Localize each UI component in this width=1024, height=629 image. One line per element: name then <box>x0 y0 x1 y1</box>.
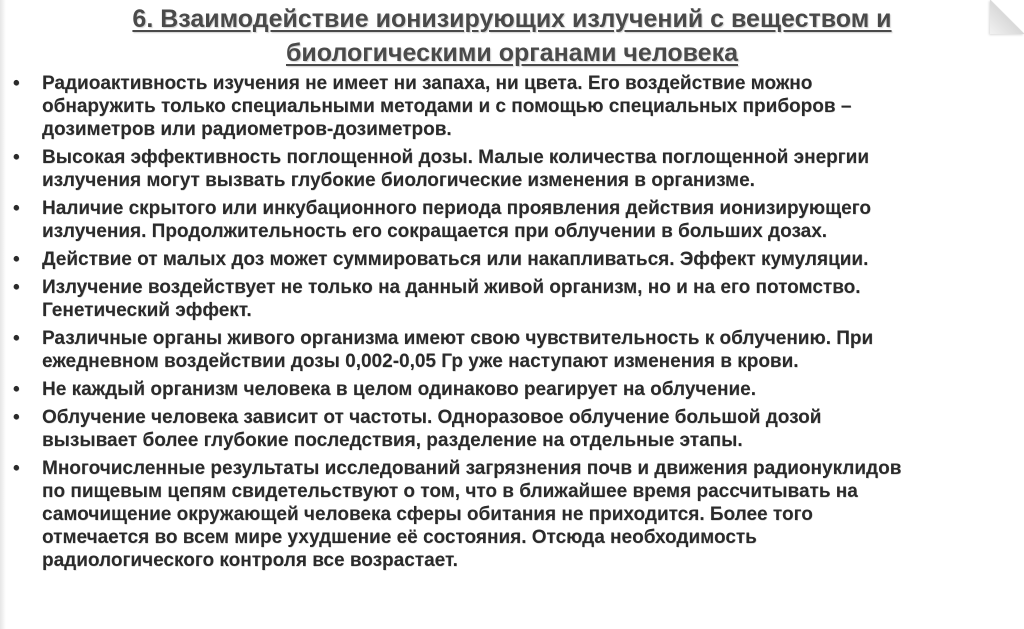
bullet-dot-icon: • <box>13 73 20 94</box>
bullet-item <box>10 248 1010 271</box>
slide-title-line-1: 6. Взаимодействие ионизирующих излучений с веществом и <box>132 5 892 33</box>
bullet-text-line: отмечается во всем мире ухудшение её состояния. Отсюда необходимость <box>42 527 757 548</box>
bullet-dot-icon: • <box>13 379 20 400</box>
bullet-text-line: Высокая эффективность поглощенной дозы. Малые количества поглощенной энергии <box>42 147 870 168</box>
bullet-text-line: по пищевым цепям свидетельствуют о том, что в ближайшее время рассчитывать на <box>42 481 858 502</box>
bullet-dot-icon: • <box>13 458 20 479</box>
bullet-text-line: Многочисленные результаты исследований загрязнения почв и движения радионуклидов <box>42 458 902 479</box>
bullet-text-line: Генетический эффект. <box>42 300 252 321</box>
bullet-text-line: излучения. Продолжительность его сокращается при облучении в больших дозах. <box>42 221 828 242</box>
bullet-text-line: дозиметров или радиометров-дозиметров. <box>42 119 452 140</box>
bullet-dot-icon: • <box>13 328 20 349</box>
bullet-text-line: Наличие скрытого или инкубационного периода проявления действия ионизирующего <box>42 198 871 219</box>
bullet-text-line: излучения могут вызвать глубокие биологические изменения в организме. <box>42 170 755 191</box>
slide-left-edge <box>0 0 6 629</box>
bullet-dot-icon: • <box>13 249 20 270</box>
bullet-text-line: радиологического контроля все возрастает. <box>42 550 458 571</box>
bullet-text-line: Действие от малых доз может суммироваться или накапливаться. Эффект кумуляции. <box>42 249 869 270</box>
bullet-dot-icon: • <box>13 147 20 168</box>
bullet-dot-icon: • <box>13 277 20 298</box>
bullet-item <box>10 327 1010 373</box>
bullet-text-line: обнаружить только специальными методами и с помощью специальных приборов – <box>42 96 852 117</box>
bullet-item <box>10 406 1010 452</box>
bullet-item <box>10 276 1010 322</box>
bullet-item <box>10 146 1010 192</box>
bullet-text-line: Излучение воздействует не только на данный живой организм, но и на его потомство. <box>42 277 861 298</box>
bullet-text-line: Облучение человека зависит от частоты. Одноразовое облучение большой дозой <box>42 407 822 428</box>
page-corner-fold-icon <box>990 0 1024 34</box>
bullet-text-line: Различные органы живого организма имеют свою чувствительность к облучению. При <box>42 328 874 349</box>
bullet-text-line: вызывает более глубокие последствия, разделение на отдельные этапы. <box>42 430 743 451</box>
bullet-text-line: Не каждый организм человека в целом одинаково реагирует на облучение. <box>42 379 757 400</box>
bullet-item <box>10 197 1010 243</box>
bullet-dot-icon: • <box>13 198 20 219</box>
slide-title <box>60 2 964 70</box>
bullet-item <box>10 457 1010 572</box>
bullet-item <box>10 72 1010 141</box>
bullet-item <box>10 378 1010 401</box>
bullet-text-line: самочищение окружающей человека сферы обитания не приходится. Более того <box>42 504 813 525</box>
bullet-text-line: Радиоактивность изучения не имеет ни запаха, ни цвета. Его воздействие можно <box>42 73 813 94</box>
bullet-list <box>10 72 1010 577</box>
slide-title-line-2: биологическими органами человека <box>285 39 738 67</box>
bullet-dot-icon: • <box>13 407 20 428</box>
bullet-text-line: ежедневном воздействии дозы 0,002-0,05 Гр уже наступают изменения в крови. <box>42 351 799 372</box>
